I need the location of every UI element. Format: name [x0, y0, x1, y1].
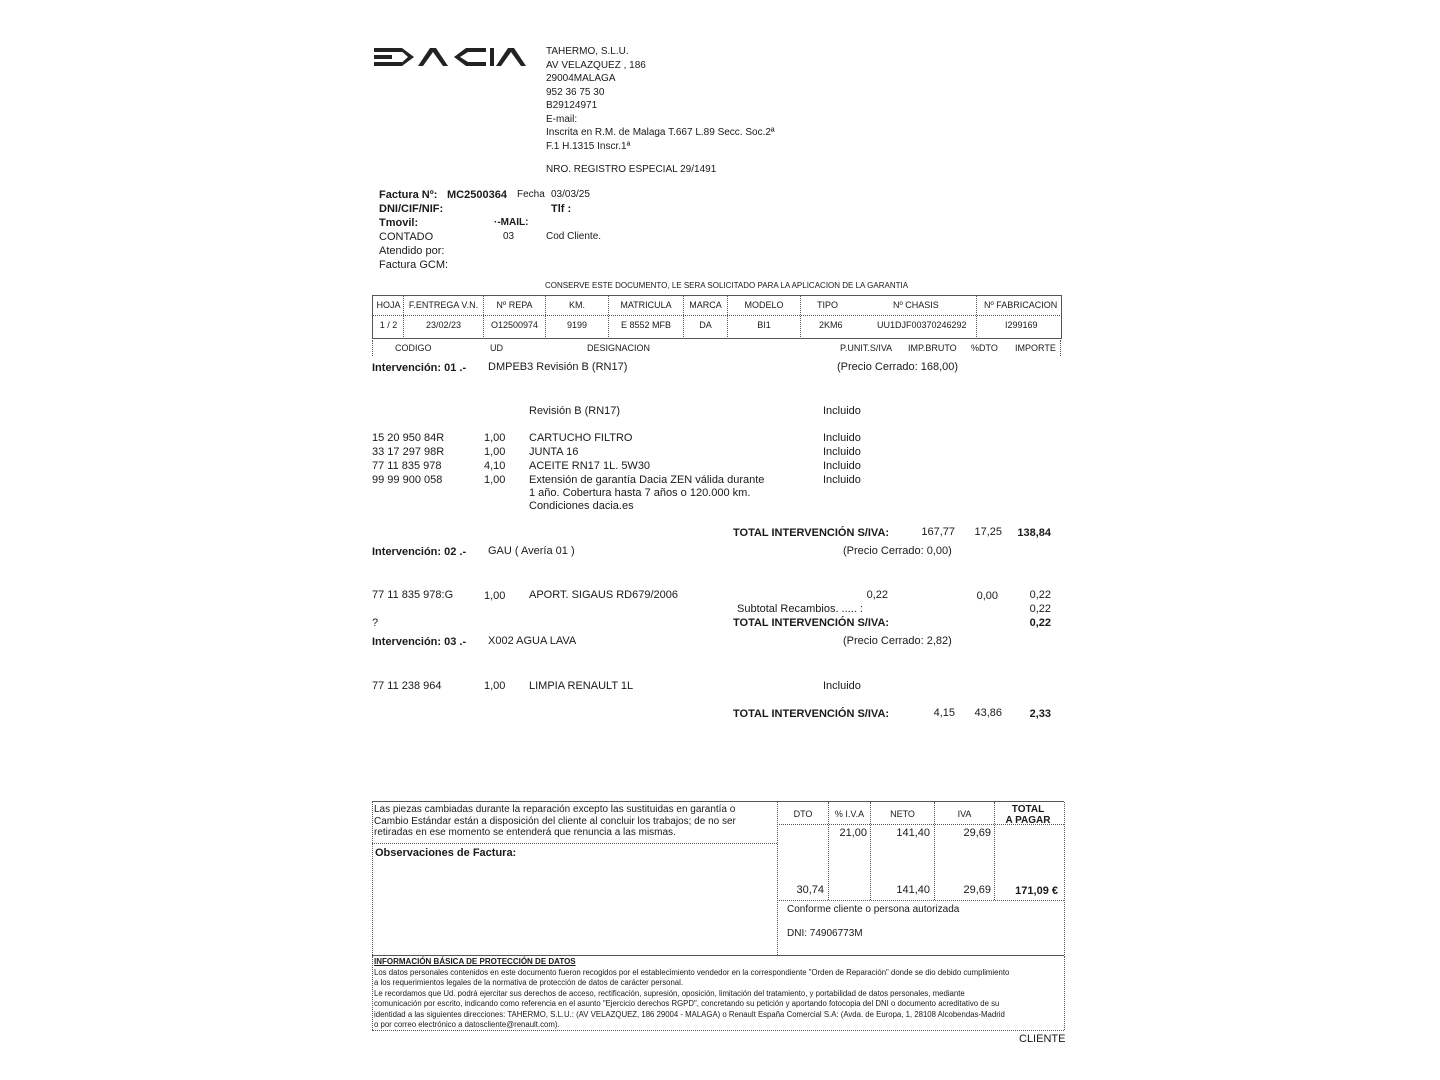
vh-modelo: MODELO	[744, 300, 784, 310]
dacia-logo	[374, 47, 540, 67]
int1-extra1: 1 año. Cobertura hasta 7 años o 120.000 km.	[529, 487, 751, 499]
int1-total-bruto: 167,77	[921, 526, 955, 538]
int3-item: LIMPIA RENAULT 1L	[529, 680, 634, 692]
tot-dto: 30,74	[796, 884, 824, 896]
int1-row4-val: Incluido	[823, 474, 861, 486]
contado-value: 03	[503, 231, 515, 242]
int1-label: Intervención: 01 .-	[372, 362, 467, 374]
prot-line4: comunicación por escrito, indicando como referencia en el asunto "Ejercicio derechos RGPD", concretando su petición y aportando fotocopia del DNI o documento acreditativo de su	[374, 999, 1000, 1009]
company-city: 29004MALAGA	[546, 73, 616, 84]
int1-row3-val: Incluido	[823, 460, 861, 472]
int1-row2-desc: JUNTA 16	[529, 446, 579, 458]
int2-subtotal-label: Subtotal Recambios. ..... :	[737, 603, 863, 615]
vh-marca: MARCA	[689, 300, 722, 310]
int1-row4-code: 99 99 900 058	[372, 474, 443, 486]
vh-fabricacion: Nº FABRICACION	[984, 300, 1058, 310]
garantia-notice: CONSERVE ESTE DOCUMENTO, LE SERA SOLICITADO PARA LA APLICACION DE LA GARANTIA	[545, 281, 909, 290]
int2-imp: 0,22	[1029, 589, 1051, 601]
col-codigo: CODIGO	[395, 343, 432, 353]
vh-fentrega: F.ENTREGA V.N.	[408, 300, 479, 310]
vv-repa: O12500974	[490, 320, 539, 330]
contado-label: CONTADO	[379, 231, 434, 243]
vv-modelo: BI1	[757, 320, 771, 330]
copy-cliente: CLIENTE	[1019, 1033, 1066, 1045]
vh-hoja: HOJA	[376, 300, 401, 310]
int1-sub-desc: Revisión B (RN17)	[529, 405, 621, 417]
int1-row2-code: 33 17 297 98R	[372, 446, 445, 458]
vv-chasis: UU1DJF00370246292	[877, 320, 967, 330]
tlf-label: Tlf :	[551, 203, 572, 215]
int1-row1-desc: CARTUCHO FILTRO	[529, 432, 633, 444]
col-importe: IMPORTE	[1015, 343, 1056, 353]
tot-h-total-pagar	[995, 804, 1061, 826]
company-cif: B29124971	[546, 100, 598, 111]
proteccion-text	[374, 968, 1009, 1030]
tot-neto2: 141,40	[896, 884, 930, 896]
vv-hoja: 1 / 2	[379, 320, 398, 330]
int1-total-dto: 17,25	[974, 526, 1002, 538]
int1-total-imp: 138,84	[1017, 527, 1051, 539]
prot-line5: identidad a las siguientes direcciones: TAHERMO, S.L.U.: (AV VELAZQUEZ, 186 29004 - MALAGA) o Renault España Comercial S.A: (Avda. de Europa, 1, 28108 Alcobendas-Madrid	[374, 1009, 1005, 1019]
int3-total-imp: 2,33	[1029, 708, 1051, 720]
gcm-label: Factura GCM:	[379, 259, 449, 271]
int1-desc: DMPEB3 Revisión B (RN17)	[488, 361, 628, 373]
int3-total-dto: 43,86	[974, 707, 1002, 719]
factura-number: MC2500364	[447, 189, 507, 201]
vh-tipo: TIPO	[817, 300, 839, 310]
int1-precio: (Precio Cerrado: 168,00)	[837, 361, 959, 373]
prot-line3: Le recordamos que Ud. podrá ejercitar sus derechos de acceso, rectificación, supresión, oposición, limitación del tratamiento, y portabilidad de datos personales, mediante	[374, 988, 965, 998]
int2-question: ?	[372, 617, 379, 629]
int3-code: 77 11 238 964	[372, 680, 442, 692]
col-designacion: DESIGNACION	[587, 343, 651, 353]
dni-label: DNI/CIF/NIF:	[379, 203, 444, 215]
col-punit: P.UNIT.S/IVA	[840, 343, 893, 353]
prot-line6: o por correo electrónico a datoscliente@renault.com).	[374, 1020, 560, 1030]
vv-fabricacion: I299169	[1005, 320, 1038, 330]
int1-row2-ud: 1,00	[484, 446, 506, 458]
prot-line2: a los requerimientos legales de la normativa de protección de datos de carácter personal.	[374, 978, 684, 988]
tot-h-neto: NETO	[890, 809, 915, 819]
piezas-line1: Las piezas cambiadas durante la reparación excepto las sustituidas en garantía o	[374, 804, 736, 815]
email-label: ·-MAIL:	[494, 217, 529, 228]
int1-row3-ud: 4,10	[484, 460, 506, 472]
company-name: TAHERMO, S.L.U.	[546, 46, 629, 57]
atendido-label: Atendido por:	[379, 245, 445, 257]
tot-iva-pct: 21,00	[839, 827, 867, 839]
int2-ud: 1,00	[484, 590, 506, 602]
int2-label: Intervención: 02 .-	[372, 546, 467, 558]
tot-h-apagar: A PAGAR	[1005, 815, 1051, 826]
int1-sub-val: Incluido	[823, 405, 861, 417]
dni-cliente: DNI: 74906773M	[787, 928, 863, 939]
int2-item: APORT. SIGAUS RD679/2006	[529, 589, 678, 601]
int1-row3-code: 77 11 835 978	[372, 460, 442, 472]
int3-label: Intervención: 03 .-	[372, 636, 467, 648]
company-phone: 952 36 75 30	[546, 86, 605, 98]
int1-total-label: TOTAL INTERVENCIÓN S/IVA:	[733, 527, 890, 539]
int2-punit: 0,22	[866, 589, 888, 601]
vh-km: KM.	[568, 300, 585, 310]
col-dto: %DTO	[971, 343, 998, 353]
prot-line1: Los datos personales contenidos en este documento fueron recogidos por el establecimiento vendedor en la correspondiente "Orden de Reparación" donde se dio debido cumplimiento	[374, 968, 1010, 977]
tot-iva2: 29,69	[963, 884, 991, 896]
vv-tipo: 2KM6	[819, 320, 843, 330]
int2-total-label: TOTAL INTERVENCIÓN S/IVA:	[733, 617, 890, 629]
observaciones-label: Observaciones de Factura:	[375, 847, 517, 859]
piezas-line3: retiradas en ese momento se entenderá que renuncia a las mismas.	[374, 827, 676, 838]
int3-val: Incluido	[823, 680, 861, 692]
cod-cliente-label: Cod Cliente.	[546, 231, 602, 242]
int1-extra2: Condiciones dacia.es	[529, 500, 634, 512]
vh-repa: Nº REPA	[496, 300, 533, 310]
company-email: E-mail:	[546, 113, 578, 125]
fecha-value: 03/03/25	[551, 189, 590, 200]
vv-matricula: E 8552 MFB	[620, 320, 672, 330]
int3-ud: 1,00	[484, 680, 506, 692]
tot-iva1: 29,69	[963, 827, 991, 839]
int1-row4-ud: 1,00	[484, 474, 506, 486]
tot-neto1: 141,40	[896, 827, 930, 839]
tot-total-pagar: 171,09 €	[1015, 885, 1058, 897]
vv-marca: DA	[699, 320, 712, 330]
int1-row1-val: Incluido	[823, 432, 861, 444]
int2-code: 77 11 835 978:G	[372, 589, 454, 601]
piezas-notice	[374, 804, 736, 839]
int1-row4-desc: Extensión de garantía Dacia ZEN válida durante	[529, 474, 765, 486]
factura-label: Factura Nº:	[379, 189, 438, 201]
int1-row2-val: Incluido	[823, 446, 861, 458]
int3-precio: (Precio Cerrado: 2,82)	[843, 635, 952, 647]
int3-desc: X002 AGUA LAVA	[488, 635, 577, 647]
tot-h-total: TOTAL	[1011, 804, 1045, 815]
int3-total-bruto: 4,15	[933, 707, 955, 719]
tot-h-iva-pct: % I.V.A	[834, 809, 865, 819]
vh-matricula: MATRICULA	[620, 300, 672, 310]
int1-row3-desc: ACEITE RN17 1L. 5W30	[529, 460, 651, 472]
conforme-label: Conforme cliente o persona autorizada	[787, 904, 960, 915]
int3-total-label: TOTAL INTERVENCIÓN S/IVA:	[733, 708, 890, 720]
company-registry2: F.1 H.1315 Inscr.1ª	[546, 140, 631, 152]
vv-fentrega: 23/02/23	[425, 320, 462, 330]
company-address: AV VELAZQUEZ , 186	[546, 59, 646, 71]
col-impbruto: IMP.BRUTO	[908, 343, 957, 353]
registro-especial: NRO. REGISTRO ESPECIAL 29/1491	[546, 164, 717, 175]
tot-h-dto: DTO	[793, 809, 813, 819]
proteccion-title: INFORMACIÓN BÁSICA DE PROTECCIÓN DE DATOS	[374, 957, 576, 966]
int1-row1-code: 15 20 950 84R	[372, 432, 445, 444]
int1-row1-ud: 1,00	[484, 432, 506, 444]
piezas-line2: Cambio Estándar están a disposición del cliente al concluir los trabajos; de no ser	[374, 815, 736, 827]
int2-total: 0,22	[1029, 617, 1051, 629]
vh-chasis: Nº CHASIS	[893, 300, 939, 310]
fecha-label: Fecha	[517, 189, 545, 200]
col-ud: UD	[490, 343, 503, 353]
int2-dto: 0,00	[976, 590, 998, 602]
tot-h-iva: IVA	[957, 809, 972, 819]
int2-subtotal: 0,22	[1029, 603, 1051, 615]
company-registry: Inscrita en R.M. de Malaga T.667 L.89 Secc. Soc.2ª	[546, 127, 775, 138]
company-info	[546, 45, 775, 153]
int2-precio: (Precio Cerrado: 0,00)	[843, 545, 952, 557]
int2-desc: GAU ( Avería 01 )	[488, 545, 575, 557]
tmovil-label: Tmovil:	[379, 217, 419, 229]
vv-km: 9199	[566, 320, 588, 330]
